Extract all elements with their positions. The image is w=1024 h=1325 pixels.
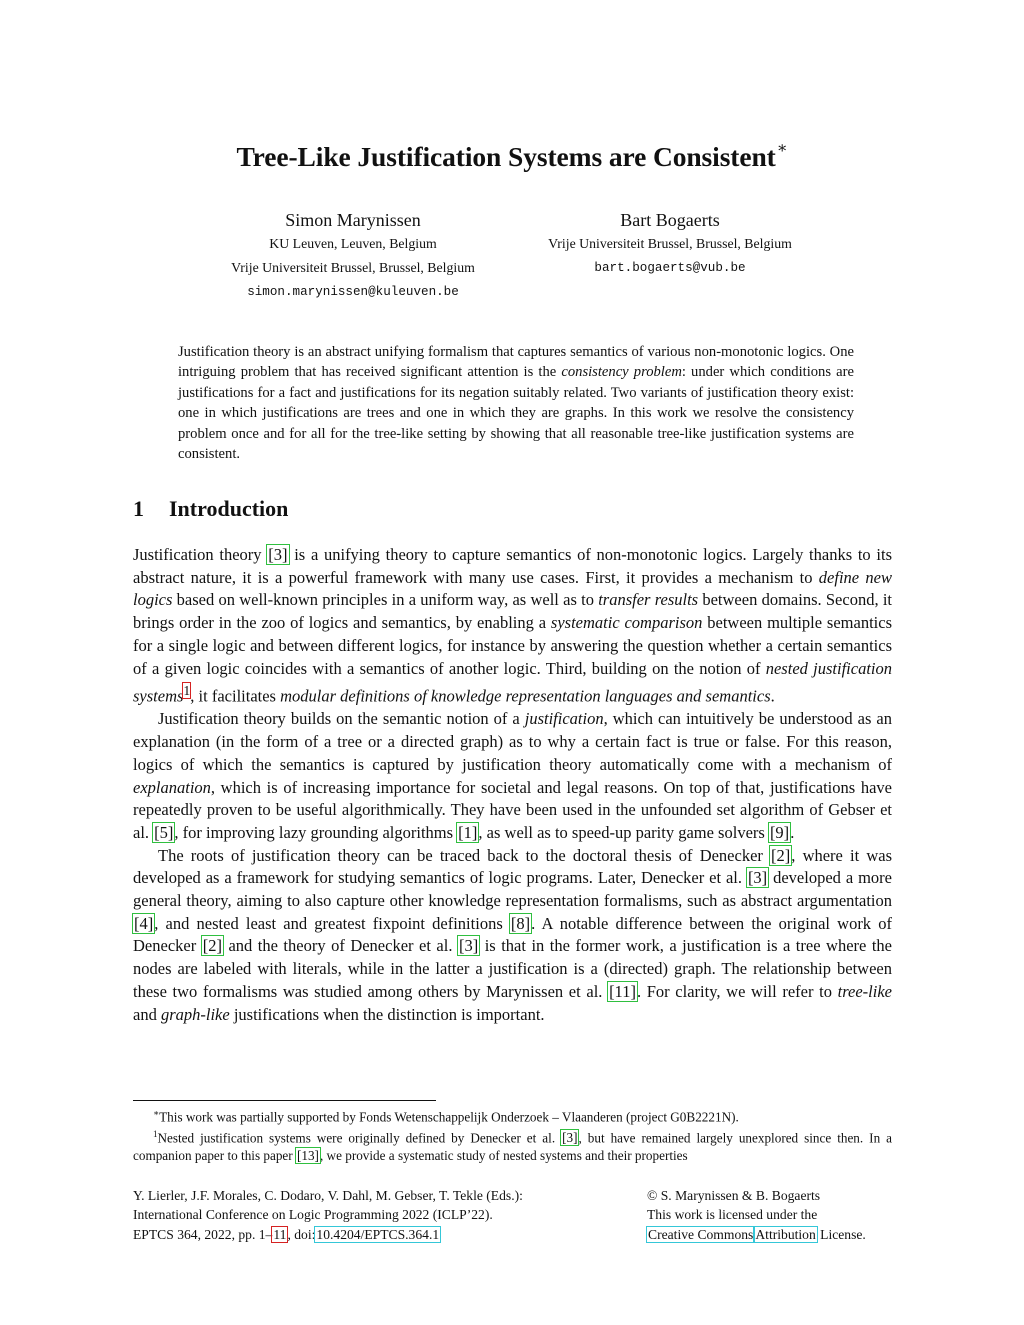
section-title: Introduction [169,496,289,521]
author-name: Bart Bogaerts [620,210,720,230]
citation-link[interactable]: [8] [510,913,531,933]
citation-link[interactable]: [2] [771,845,791,865]
footnote-link[interactable]: 1 [183,683,191,699]
citation-link[interactable]: [3] [747,868,768,888]
citation-link[interactable]: [2] [202,936,222,956]
attribution-link[interactable]: Attribution [755,1226,816,1242]
last-page-link[interactable]: 11 [273,1226,287,1242]
citation-link[interactable]: [3] [458,936,479,956]
title-footnote-mark: ∗ [776,140,788,157]
paper-title: Tree-Like Justification Systems are Consistent∗ [236,140,788,172]
citation-link[interactable]: [1] [458,822,478,842]
author-email[interactable]: simon.marynissen@kuleuven.be [247,285,459,299]
footnote-divider [133,1100,436,1101]
author-block-1 [200,208,506,304]
section-number: 1 [133,496,144,521]
author-affiliation: Vrije Universiteit Brussel, Brussel, Belgium [231,260,475,275]
footnotes [133,1105,892,1165]
author-block-2 [520,208,820,280]
footnote-funding: ∗This work was partially supported by Fonds Wetenschappelijk Onderzoek – Vlaanderen (project G0B2221N). [153,1108,739,1125]
publication-info: Y. Lierler, J.F. Morales, C. Dodaro, V. Dahl, M. Gebser, T. Tekle (Eds.): International Conference on Logic Programming 2022 (ICLP’22). EPTCS 364, 2022, pp. 1–11, doi:10.4204/EPTCS.364.1 [133,1188,523,1242]
license-info: © S. Marynissen & B. Bogaerts This work is licensed under the Creative Commons Attribution License. [647,1188,866,1242]
citation-link[interactable]: [13] [296,1147,319,1163]
author-email[interactable]: bart.bogaerts@vub.be [594,261,746,275]
author-affiliation: KU Leuven, Leuven, Belgium [269,236,437,251]
footnote-1: $^1$Nested justification systems were originally defined by Denecker et al. [3], but have remained largely unexplored since then. In a companion paper to this paper [13], we provide a systematic study of nested systems and their properties [133,1128,892,1163]
creative-commons-link[interactable]: Creative Commons [648,1226,754,1242]
doi-link[interactable]: 10.4204/EPTCS.364.1 [316,1226,440,1242]
section-heading [133,496,288,522]
author-affiliation: Vrije Universiteit Brussel, Brussel, Belgium [548,236,792,251]
citation-link[interactable]: [3] [268,545,288,564]
abstract: Justification theory is an abstract unifying formalism that captures semantics of various non-monotonic logics. One intriguing problem that has received significant attention is the consistency problem: under which conditions are justifications for a fact and justifications for its negation suitably related. Two variants of justification theory exist: one in which justifications are trees and one in which they are graphs. In this work we resolve the consistency problem once and for all for the tree-like setting by showing that all reasonable tree-like justification systems are consistent. [178,344,854,463]
author-name: Simon Marynissen [285,210,421,230]
citation-link[interactable]: [4] [134,913,154,933]
body-text [133,544,892,1026]
paragraph-1: Justification theory [3] is a unifying theory to capture semantics of non-monotonic logics. Largely thanks to its abstract nature, it is a powerful framework with many use cases. First, it provides a mechanism to define new logics based on well-known principles in a uniform way, as well as to transfer results between domains. Second, it brings order in the zoo of logics and semantics, by enabling a systematic comparison between multiple semantics for a single logic and between different logics, for instance by answering the question whether a certain semantics of a given logic coincides with a semantics of another logic. Third, building on the notion of nested justification systems$^1$, it facilitates modular definitions of knowledge representation languages and semantics. [133,545,892,706]
citation-link[interactable]: [3] [562,1130,578,1146]
citation-link[interactable]: [11] [609,981,636,1001]
citation-link[interactable]: [9] [769,822,790,842]
paragraph-3: The roots of justification theory can be traced back to the doctoral thesis of Denecker [2], where it was developed as a framework for studying semantics of logic programs. Later, Denecker et al. [3] developed a more general theory, aiming to also capture other knowledge representation formalisms, such as abstract argumentation [4], and nested least and greatest fixpoint definitions [8]. A notable difference between the original work of Denecker [2] and the theory of Denecker et al. [3] is that in the former work, a justification is a tree where the nodes are labeled with literals, while in the latter a justification is a (directed) graph. The relationship between these two formalisms was studied among others by Marynissen et al. [11]. For clarity, we will refer to tree-like and graph-like justifications when the distinction is important. [133,845,892,1024]
citation-link[interactable]: [5] [154,822,174,842]
paragraph-2: Justification theory builds on the semantic notion of a justification, which can intuitively be understood as an explanation (in the form of a tree or a directed graph) as to why a certain fact is true or false. For this reason, logics of which the semantics is captured by justification theory automatically come with a mechanism of explanation, which is of increasing importance for societal and legal reasons. On top of that, justifications have repeatedly proven to be useful algorithmically. They have been used in the unfounded set algorithm of Gebser et al. [5], for improving lazy grounding algorithms [1], as well as to speed-up parity game solvers [9]. [133,709,893,842]
